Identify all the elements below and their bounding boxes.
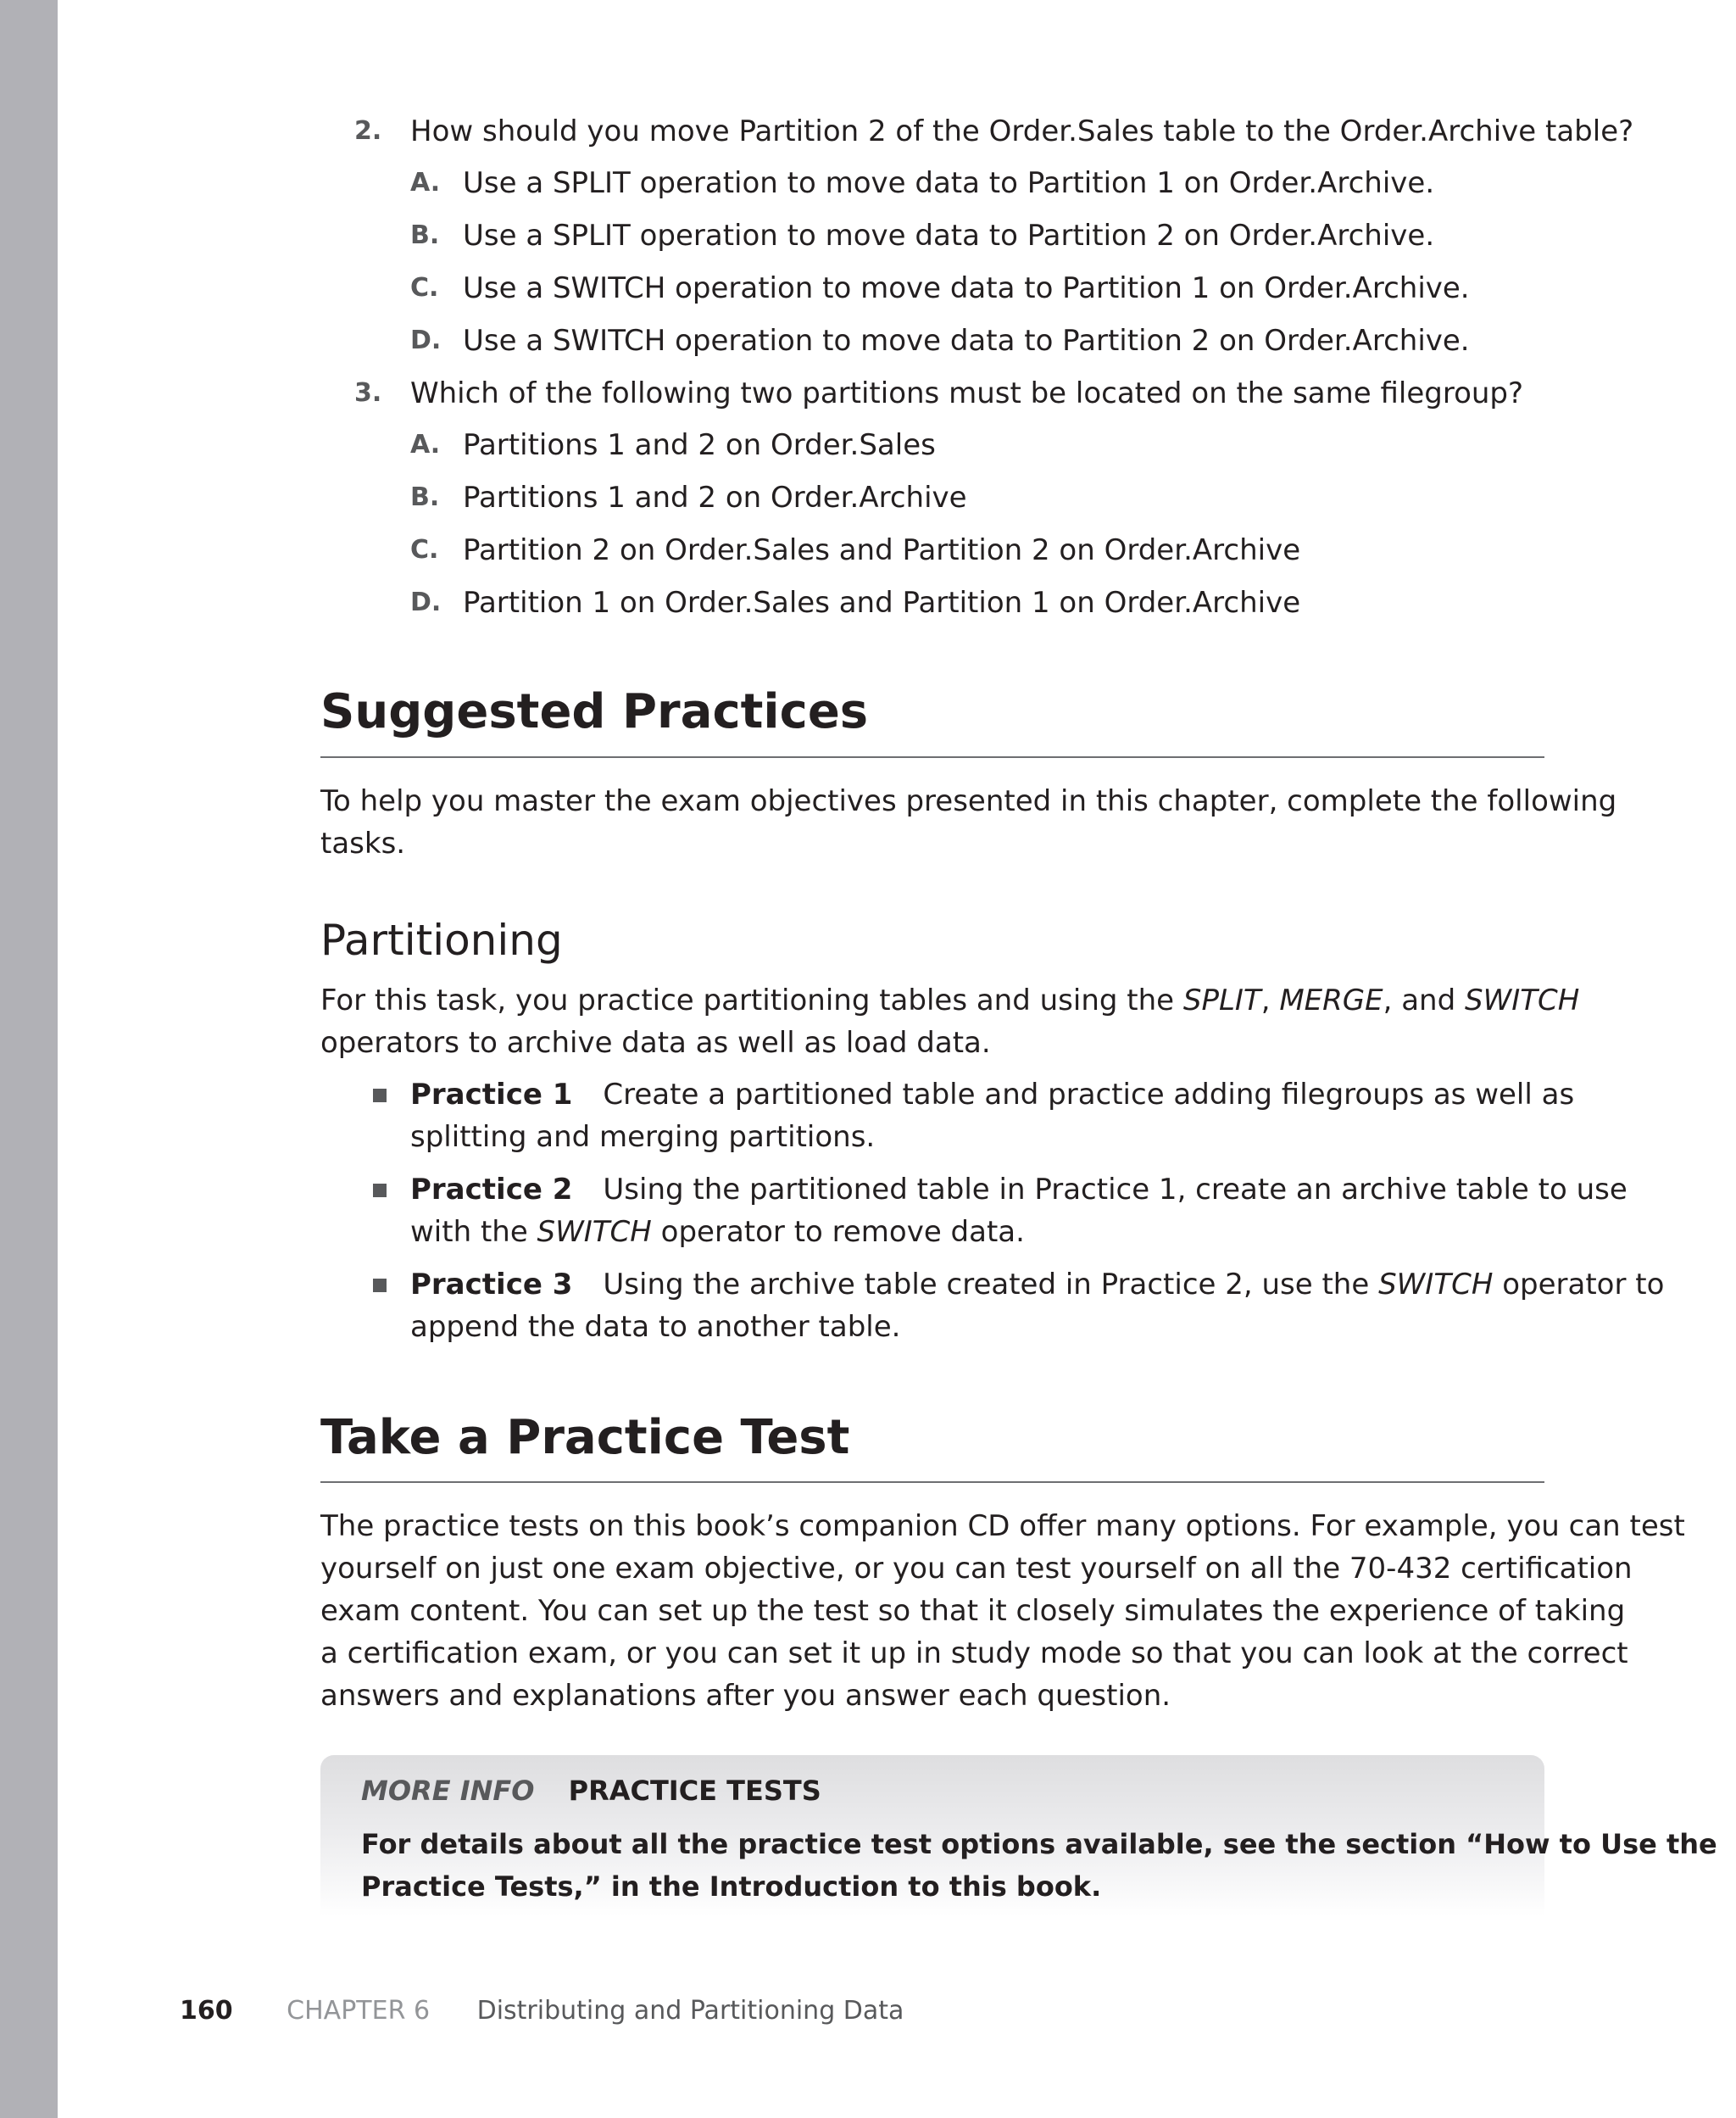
emphasis-switch: SWITCH bbox=[537, 1215, 652, 1249]
text-run: For this task, you practice partitioning tables and using the bbox=[320, 984, 1183, 1017]
subsection-heading-partitioning: Partitioning bbox=[320, 916, 563, 965]
text-run: operator to bbox=[1493, 1268, 1665, 1301]
paragraph-line: answers and explanations after you answer each question. bbox=[320, 1679, 1171, 1713]
chapter-label: CHAPTER 6 bbox=[287, 1996, 431, 2026]
text-run: , bbox=[1260, 984, 1280, 1017]
option-letter: A. bbox=[410, 168, 441, 198]
section-heading-practice-test: Take a Practice Test bbox=[320, 1410, 850, 1465]
question-number: 2. bbox=[354, 116, 382, 146]
emphasis-split: SPLIT bbox=[1182, 984, 1261, 1017]
more-info-box bbox=[320, 1755, 1717, 1916]
text-run: Create a partitioned table and practice adding filegroups as well as bbox=[603, 1078, 1575, 1112]
paragraph-line: splitting and merging partitions. bbox=[410, 1120, 876, 1154]
option-text: Partition 2 on Order.Sales and Partition 2 on Order.Archive bbox=[463, 533, 1301, 567]
paragraph-line bbox=[410, 1073, 1574, 1116]
paragraph-line: tasks. bbox=[320, 827, 406, 861]
bullet-square-icon bbox=[373, 1279, 387, 1292]
option-letter: D. bbox=[410, 326, 442, 355]
more-info-header bbox=[361, 1774, 821, 1808]
option-letter: D. bbox=[410, 588, 442, 617]
partitioning-intro bbox=[320, 979, 1580, 1064]
option-letter: B. bbox=[410, 220, 440, 250]
paragraph-line: For details about all the practice test options available, see the section “How to Use the bbox=[361, 1828, 1717, 1860]
option-letter: C. bbox=[410, 535, 439, 565]
page-number: 160 bbox=[180, 1996, 233, 2026]
option-letter: B. bbox=[410, 482, 440, 512]
paragraph-line: append the data to another table. bbox=[410, 1310, 901, 1344]
emphasis-switch: SWITCH bbox=[1465, 984, 1580, 1017]
practice-text bbox=[410, 1073, 1574, 1158]
practice-text bbox=[410, 1263, 1664, 1348]
emphasis-merge: MERGE bbox=[1279, 984, 1383, 1017]
question-text: How should you move Partition 2 of the Order.Sales table to the Order.Archive table? bbox=[410, 114, 1634, 148]
text-run: with the bbox=[410, 1215, 537, 1249]
section-heading-suggested-practices: Suggested Practices bbox=[320, 684, 869, 739]
paragraph-line bbox=[410, 1168, 1628, 1211]
option-text: Use a SPLIT operation to move data to Partition 2 on Order.Archive. bbox=[463, 219, 1435, 253]
paragraph-line: yourself on just one exam objective, or you can test yourself on all the 70-432 certification bbox=[320, 1552, 1633, 1586]
page-footer bbox=[180, 1996, 904, 2026]
paragraph-line: Practice Tests,” in the Introduction to this book. bbox=[361, 1870, 1102, 1903]
option-text: Partitions 1 and 2 on Order.Archive bbox=[463, 481, 967, 515]
option-text: Use a SWITCH operation to move data to Partition 1 on Order.Archive. bbox=[463, 271, 1470, 305]
text-run: , and bbox=[1383, 984, 1465, 1017]
paragraph-line bbox=[410, 1211, 1628, 1253]
practice-label: Practice 2 bbox=[410, 1173, 573, 1207]
question-text: Which of the following two partitions must be located on the same filegroup? bbox=[410, 376, 1524, 410]
emphasis-switch: SWITCH bbox=[1378, 1268, 1494, 1301]
more-info-label: MORE INFO bbox=[361, 1775, 535, 1807]
practice-text bbox=[410, 1168, 1628, 1253]
chapter-title: Distributing and Partitioning Data bbox=[476, 1996, 904, 2026]
heading-rule bbox=[320, 1481, 1544, 1483]
paragraph-line bbox=[320, 979, 1580, 1022]
practice-test-paragraph bbox=[320, 1505, 1685, 1717]
text-run: operator to remove data. bbox=[651, 1215, 1025, 1249]
practice-label: Practice 1 bbox=[410, 1078, 573, 1112]
question-number: 3. bbox=[354, 378, 382, 408]
option-text: Partition 1 on Order.Sales and Partition 1 on Order.Archive bbox=[463, 586, 1301, 620]
paragraph-line: a certification exam, or you can set it up in study mode so that you can look at the correct bbox=[320, 1636, 1628, 1670]
paragraph-line: The practice tests on this book’s companion CD offer many options. For example, you can test bbox=[320, 1509, 1685, 1543]
option-letter: C. bbox=[410, 273, 439, 303]
option-text: Use a SWITCH operation to move data to Partition 2 on Order.Archive. bbox=[463, 324, 1470, 358]
suggested-practices-intro bbox=[320, 780, 1617, 865]
practice-label: Practice 3 bbox=[410, 1268, 573, 1301]
option-text: Partitions 1 and 2 on Order.Sales bbox=[463, 428, 936, 462]
paragraph-line bbox=[410, 1263, 1664, 1306]
bullet-square-icon bbox=[373, 1184, 387, 1197]
more-info-body bbox=[361, 1823, 1717, 1908]
option-text: Use a SPLIT operation to move data to Partition 1 on Order.Archive. bbox=[463, 166, 1435, 200]
heading-rule bbox=[320, 756, 1544, 758]
bullet-square-icon bbox=[373, 1089, 387, 1102]
text-run: Using the archive table created in Practice 2, use the bbox=[603, 1268, 1379, 1301]
more-info-title: PRACTICE TESTS bbox=[568, 1775, 821, 1807]
paragraph-line: exam content. You can set up the test so that it closely simulates the experience of taking bbox=[320, 1594, 1626, 1628]
paragraph-line: operators to archive data as well as load data. bbox=[320, 1026, 991, 1060]
paragraph-line: To help you master the exam objectives presented in this chapter, complete the following bbox=[320, 784, 1617, 818]
option-letter: A. bbox=[410, 430, 441, 460]
text-run: Using the partitioned table in Practice 1, create an archive table to use bbox=[603, 1173, 1628, 1207]
